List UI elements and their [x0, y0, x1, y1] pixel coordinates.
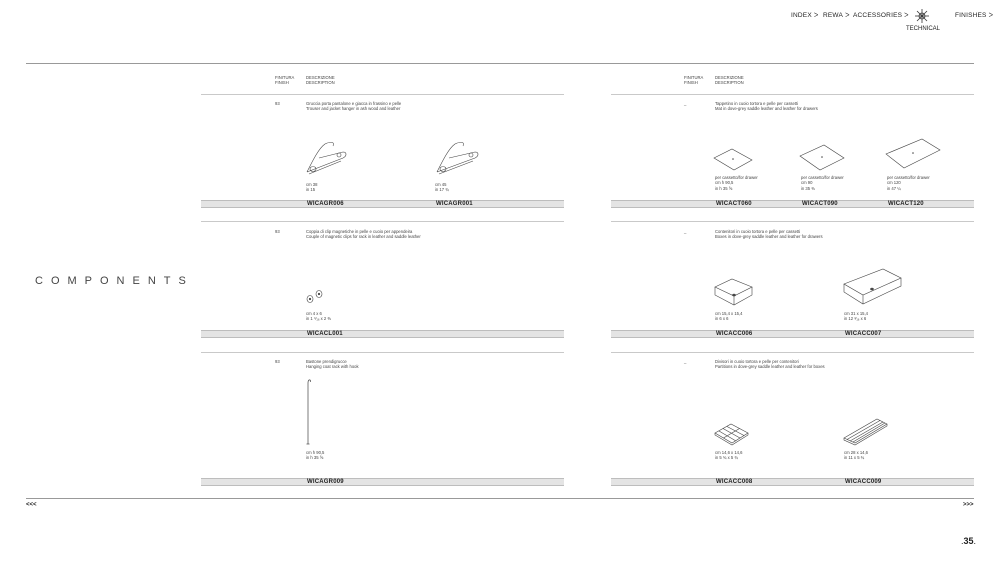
bottom-divider [26, 498, 974, 499]
dim-cm: cm 31 x 15,4 [844, 311, 868, 316]
divider [201, 352, 564, 353]
dim-cm: cm 14,6 x 14,6 [715, 450, 743, 455]
mat-drawing [886, 138, 942, 172]
code-bar [611, 200, 974, 208]
desc-it: Tappetino in cuoio tortora e pelle per cassetti [715, 101, 799, 106]
dimensions [844, 311, 868, 322]
code-bar [611, 330, 974, 338]
page-number-dot: . [961, 536, 964, 546]
header-description [715, 75, 744, 86]
header-descrizione: DESCRIZIONE [715, 75, 744, 80]
desc-en: Couple of magnetic clips for rack in leather and saddle leather [306, 234, 421, 240]
code-bar [201, 200, 564, 208]
dim-in: in 1 ⁹⁄₁₆ x 2 ⅜ [306, 316, 331, 322]
dim-in: in 47 ¼ [887, 185, 901, 191]
page-number-dot: . [973, 536, 977, 546]
item-label: per cassetto/for drawer [887, 175, 930, 180]
dimensions [887, 175, 930, 191]
row-description [715, 229, 823, 240]
row-description [715, 101, 818, 112]
chevron-right-icon: ᐳ [813, 13, 819, 19]
mat-drawing [800, 144, 846, 172]
chevron-right-icon: ᐳ [845, 13, 850, 19]
row-description [306, 359, 359, 370]
finish-code: 93 [275, 359, 280, 364]
product-code: WICAGR009 [307, 478, 344, 485]
page-number-value: 35 [963, 536, 974, 546]
desc-en: Hanging coat rack with hook [306, 364, 359, 370]
dim-cm: cm h 90,5 [306, 450, 325, 455]
code-bar [201, 478, 564, 486]
product-code: WICACL001 [307, 330, 343, 337]
nav-finishes[interactable] [955, 12, 993, 19]
row-description [306, 229, 421, 240]
header-finish-en: FINISH [275, 80, 289, 86]
dim-cm: cm 120 [887, 180, 901, 186]
divider [611, 352, 974, 353]
dim-in: in h 35 ⅝ [715, 185, 733, 191]
next-page-button[interactable]: >>> [963, 502, 974, 508]
product-code: WICACT060 [716, 200, 752, 207]
nav-index-label: INDEX [791, 12, 812, 19]
finish-code: _ [684, 359, 687, 364]
dim-in: in 15 [306, 187, 316, 193]
header-finitura: FINITURA [275, 75, 295, 80]
dim-cm: cm 15,4 x 15,4 [715, 311, 743, 316]
prev-page-button[interactable]: <<< [26, 502, 37, 508]
product-code: WICACC008 [716, 478, 753, 485]
dim-cm: cm 45 [435, 182, 447, 187]
top-divider [26, 63, 974, 64]
row-description [306, 101, 401, 112]
dimensions [715, 175, 758, 191]
desc-it: Divisori in cuoio tortora e pelle per contenitori [715, 359, 799, 364]
dim-cm: cm 90 [801, 180, 813, 186]
header-description-en: DESCRIPTION [715, 80, 744, 86]
header-description-en: DESCRIPTION [306, 80, 335, 86]
partition-drawing [843, 418, 889, 446]
finish-code: _ [684, 229, 687, 234]
dim-in: in 35 ⅜ [801, 185, 815, 191]
dim-in: in 12 ³⁄₁₆ x 6 [844, 316, 867, 322]
desc-en: Boxes in dove-grey saddle leather and leather for drawers [715, 234, 823, 240]
divider [611, 94, 974, 95]
technical-star-icon [914, 8, 930, 24]
dimensions [435, 182, 449, 193]
box-drawing [714, 278, 754, 308]
dim-in: in 17 ¾ [435, 187, 449, 193]
item-label: per cassetto/for drawer [801, 175, 844, 180]
hanger-drawing [435, 140, 479, 178]
dim-cm: cm 4 x 6 [306, 311, 322, 316]
desc-it: Contenitori in cuoio tortora e pelle per cassetti [715, 229, 801, 234]
partition-drawing [714, 422, 750, 446]
desc-en: Partitions in dove-grey saddle leather and leather for boxes [715, 364, 825, 370]
clip-drawing [305, 288, 325, 304]
product-code: WICAGR006 [307, 200, 344, 207]
product-code: WICACC006 [716, 330, 753, 337]
item-label: per cassetto/for drawer [715, 175, 758, 180]
desc-it: Bastone prendigrucce [306, 359, 347, 364]
section-title: COMPONENTS [35, 275, 194, 287]
header-description [306, 75, 335, 86]
product-code: WICACC007 [845, 330, 882, 337]
header-finitura: FINITURA [684, 75, 704, 80]
dim-cm: cm h 90,5 [715, 180, 734, 186]
nav-technical[interactable] [906, 8, 941, 32]
code-bar [611, 478, 974, 486]
header-finish [275, 75, 294, 86]
dim-in: in 11 x 5 ¾ [844, 455, 865, 461]
finish-code: _ [684, 101, 687, 106]
box-drawing [843, 268, 903, 308]
code-bar [201, 330, 564, 338]
dimensions [715, 311, 742, 322]
product-code: WICACC009 [845, 478, 882, 485]
product-code: WICAGR001 [436, 200, 473, 207]
desc-it: Coppia di clip magnetiche in pelle e cuoio per appendeira [306, 229, 413, 234]
row-description [715, 359, 825, 370]
divider [201, 94, 564, 95]
header-finish [684, 75, 703, 86]
nav-accessories-label: ACCESSORIES [853, 12, 903, 19]
dimensions [306, 182, 317, 193]
page-number [961, 536, 976, 546]
product-code: WICACT090 [802, 200, 838, 207]
dim-cm: cm 28 x 14,6 [844, 450, 868, 455]
rack-drawing [305, 378, 311, 446]
nav-rewa[interactable] [823, 12, 850, 19]
dim-in: in 6 x 6 [715, 316, 729, 322]
dimensions [306, 311, 331, 322]
desc-en: Trouser and jacket hanger in ash wood and leather [306, 106, 401, 112]
desc-en: Mat in dove-grey saddle leather and leather for drawers [715, 106, 818, 112]
dimensions [844, 450, 868, 461]
product-code: WICACT120 [888, 200, 924, 207]
header-descrizione: DESCRIZIONE [306, 75, 335, 80]
dimensions [306, 450, 324, 461]
hanger-drawing [305, 140, 347, 178]
nav-accessories[interactable] [853, 12, 909, 19]
nav-finishes-label: FINISHES [955, 12, 987, 19]
nav-index[interactable] [791, 12, 818, 19]
header-finish-en: FINISH [684, 80, 698, 86]
dim-in: in 5 ¾ x 5 ¾ [715, 455, 738, 461]
chevron-right-icon: ᐳ [904, 13, 909, 19]
nav-rewa-label: REWA [823, 12, 844, 19]
divider [611, 221, 974, 222]
dimensions [801, 175, 844, 191]
desc-it: Gruccia porta pantalone e giacca in frassino e pelle [306, 101, 402, 106]
divider [201, 221, 564, 222]
dim-in: in h 35 ⅝ [306, 455, 324, 461]
chevron-right-icon: ᐳ [988, 13, 994, 19]
mat-drawing [714, 148, 754, 172]
finish-code: 93 [275, 101, 280, 106]
dimensions [715, 450, 742, 461]
nav-technical-label: TECHNICAL [906, 26, 941, 32]
dim-cm: cm 38 [306, 182, 318, 187]
finish-code: 93 [275, 229, 280, 234]
